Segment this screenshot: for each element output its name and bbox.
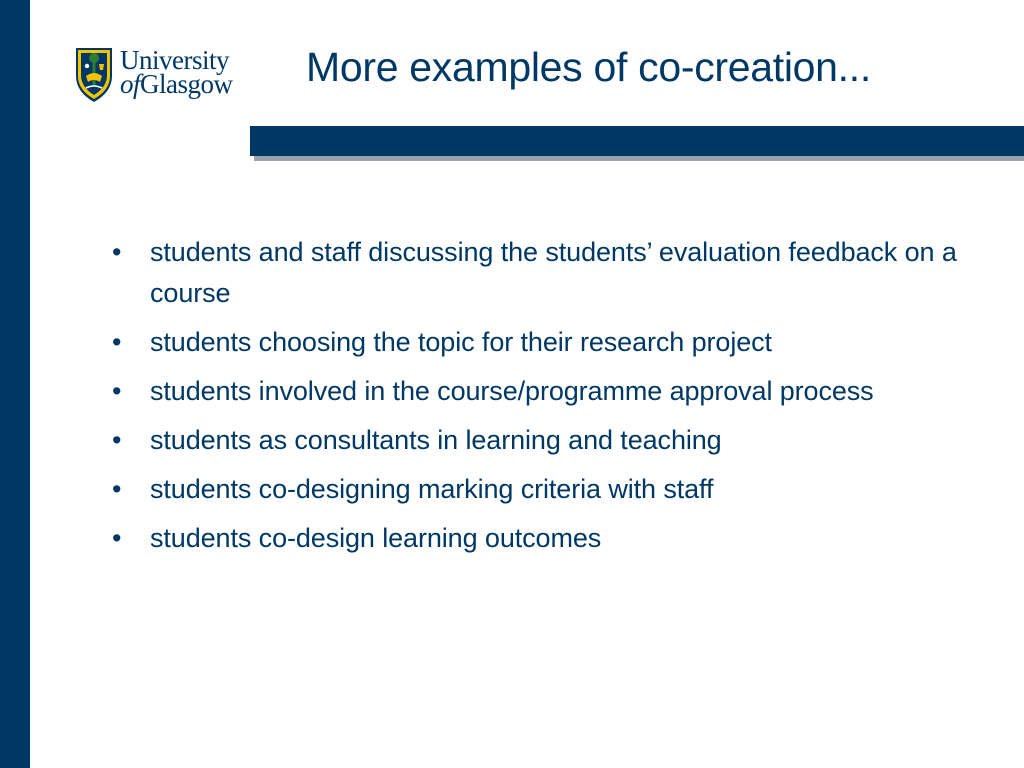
bullet-glyph: •	[112, 425, 122, 455]
bullet-glyph: •	[112, 327, 122, 357]
bullet-glyph: •	[112, 523, 122, 553]
bullet-glyph: •	[112, 474, 122, 504]
logo-line-university: University	[120, 45, 229, 75]
logo-wordmark	[120, 45, 254, 99]
logo-word-glasgow: Glasgow	[140, 69, 233, 99]
university-logo	[74, 46, 254, 108]
title-underline-bar	[250, 126, 1024, 156]
logo-word-of: of	[120, 69, 141, 99]
list-item	[112, 420, 992, 461]
university-crest-icon	[74, 46, 114, 104]
bullet-list	[112, 232, 992, 567]
left-accent-bar	[0, 0, 30, 768]
list-item	[112, 371, 992, 412]
bullet-text: students and staff discussing the students’ evaluation feedback on a course	[150, 237, 957, 308]
list-item	[112, 518, 992, 559]
list-item	[112, 322, 992, 363]
logo-line-of-glasgow	[120, 69, 254, 99]
list-item	[112, 469, 992, 510]
bullet-glyph: •	[112, 237, 122, 267]
slide-title: More examples of co-creation...	[306, 44, 871, 90]
bullet-text: students co-design learning outcomes	[150, 523, 602, 553]
bullet-text: students co-designing marking criteria with staff	[150, 474, 714, 504]
bullet-text: students involved in the course/programme approval process	[150, 376, 874, 406]
bullet-text: students choosing the topic for their research project	[150, 327, 772, 357]
bullet-text: students as consultants in learning and teaching	[150, 425, 722, 455]
list-item	[112, 232, 992, 314]
bullet-glyph: •	[112, 376, 122, 406]
